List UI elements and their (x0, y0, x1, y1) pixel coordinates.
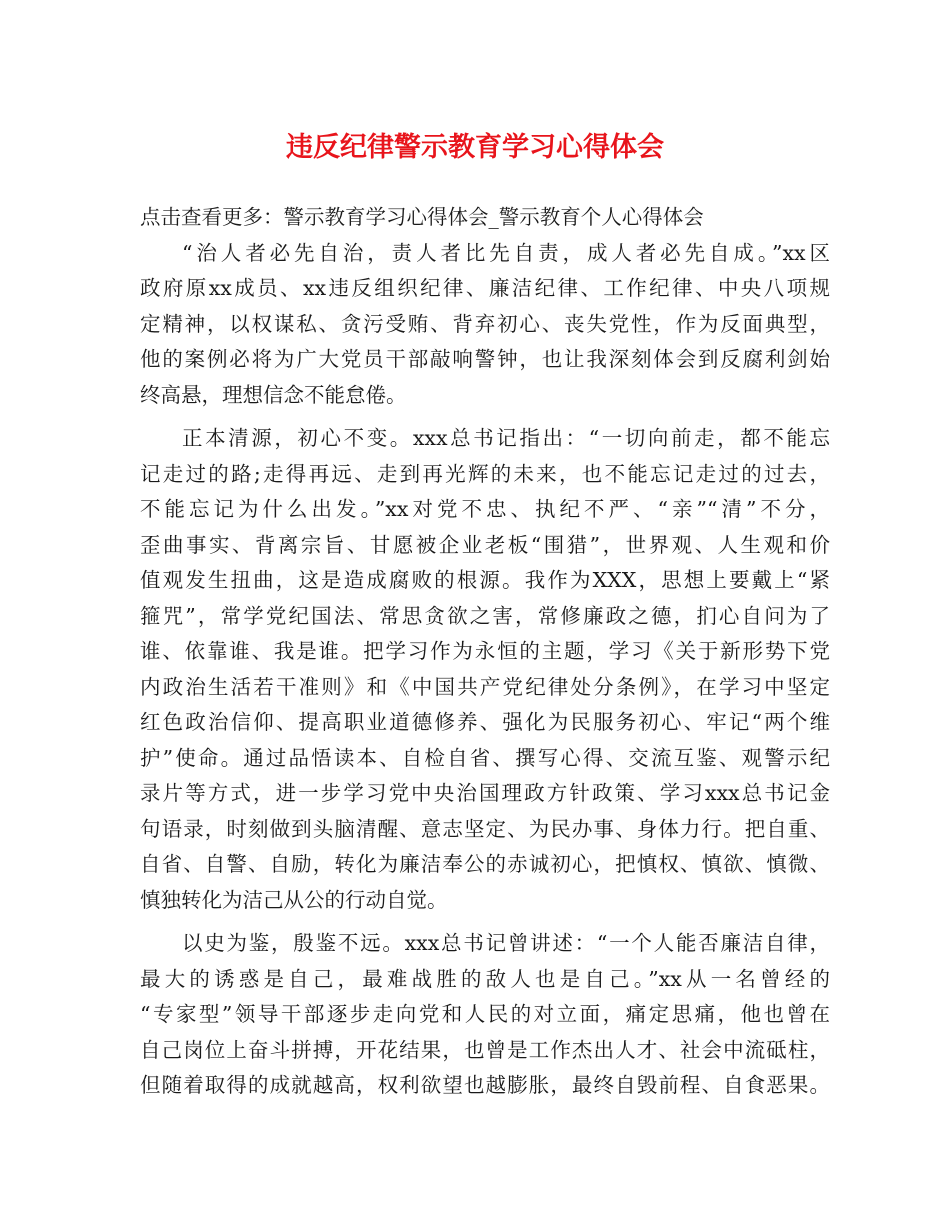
paragraph-1 (140, 236, 830, 414)
paragraph-line: 记走过的路;走得再远、走到再光辉的未来，也不能忘记走过的过去， (140, 461, 830, 486)
paragraph-line: 终高悬，理想信念不能怠倦。 (140, 382, 407, 407)
paragraph-line: 歪曲事实、背离宗旨、甘愿被企业老板“围猎”，世界观、人生观和价 (140, 532, 830, 557)
paragraph-line: 录片等方式，进一步学习党中央治国理政方针政策、学习xxx总书记金 (140, 781, 830, 805)
paragraph-line: 值观发生扭曲，这是造成腐败的根源。我作为XXX，思想上要戴上“紧 (140, 568, 830, 592)
paragraph-line: 不能忘记为什么出发。”xx对党不忠、执纪不严、“亲”“清”不分， (140, 497, 830, 521)
paragraph-line: 慎独转化为洁己从公的行动自觉。 (140, 887, 448, 912)
paragraph-line: “专家型”领导干部逐步走向党和人民的对立面，痛定思痛，他也曾在 (140, 1002, 830, 1026)
paragraph-line: 自省、自警、自励，转化为廉洁奉公的赤诚初心，把慎权、慎欲、慎微、 (140, 852, 830, 876)
document-body (140, 200, 830, 1104)
paragraph-2 (140, 421, 830, 918)
more-link[interactable]: 点击查看更多：警示教育学习心得体会_警示教育个人心得体会 (140, 205, 704, 229)
paragraph-line: 句语录，时刻做到头脑清醒、意志坚定、为民办事、身体力行。把自重、 (140, 816, 830, 841)
paragraph-line: 定精神，以权谋私、贪污受贿、背弃初心、丧失党性，作为反面典型， (140, 311, 830, 336)
paragraph-line: 他的案例必将为广大党员干部敲响警钟，也让我深刻体会到反腐利剑始 (140, 347, 830, 371)
paragraph-3 (140, 926, 830, 1104)
paragraph-line: 自己岗位上奋斗拼搏，开花结果，也曾是工作杰出人才、社会中流砥柱， (140, 1037, 830, 1062)
paragraph-line: 最大的诱惑是自己，最难战胜的敌人也是自己。”xx从一名曾经的 (140, 966, 830, 991)
paragraph-line: 箍咒”，常学党纪国法、常思贪欲之害，常修廉政之德，扪心自问为了 (140, 603, 830, 628)
paragraph-line: 内政治生活若干准则》和《中国共产党纪律处分条例》，在学习中坚定 (140, 674, 830, 699)
paragraph-line: “治人者必先自治，责人者比先自责，成人者必先自成。”xx区 (182, 240, 830, 265)
document-title: 违反纪律警示教育学习心得体会 (286, 132, 664, 163)
paragraph-line: 红色政治信仰、提高职业道德修养、强化为民服务初心、牢记“两个维 (140, 710, 830, 734)
paragraph-line: 政府原xx成员、xx违反组织纪律、廉洁纪律、工作纪律、中央八项规 (140, 276, 830, 300)
paragraph-line: 以史为鉴，殷鉴不远。xxx总书记曾讲述：“一个人能否廉洁自律， (182, 931, 830, 955)
paragraph-line: 谁、依靠谁、我是谁。把学习作为永恒的主题，学习《关于新形势下党 (140, 639, 830, 663)
paragraph-line: 正本清源，初心不变。xxx总书记指出：“一切向前走，都不能忘 (182, 426, 830, 450)
paragraph-line: 但随着取得的成就越高，权利欲望也越膨胀，最终自毁前程、自食恶果。 (140, 1073, 830, 1097)
paragraph-line: 护”使命。通过品悟读本、自检自省、撰写心得、交流互鉴、观警示纪 (140, 745, 830, 770)
